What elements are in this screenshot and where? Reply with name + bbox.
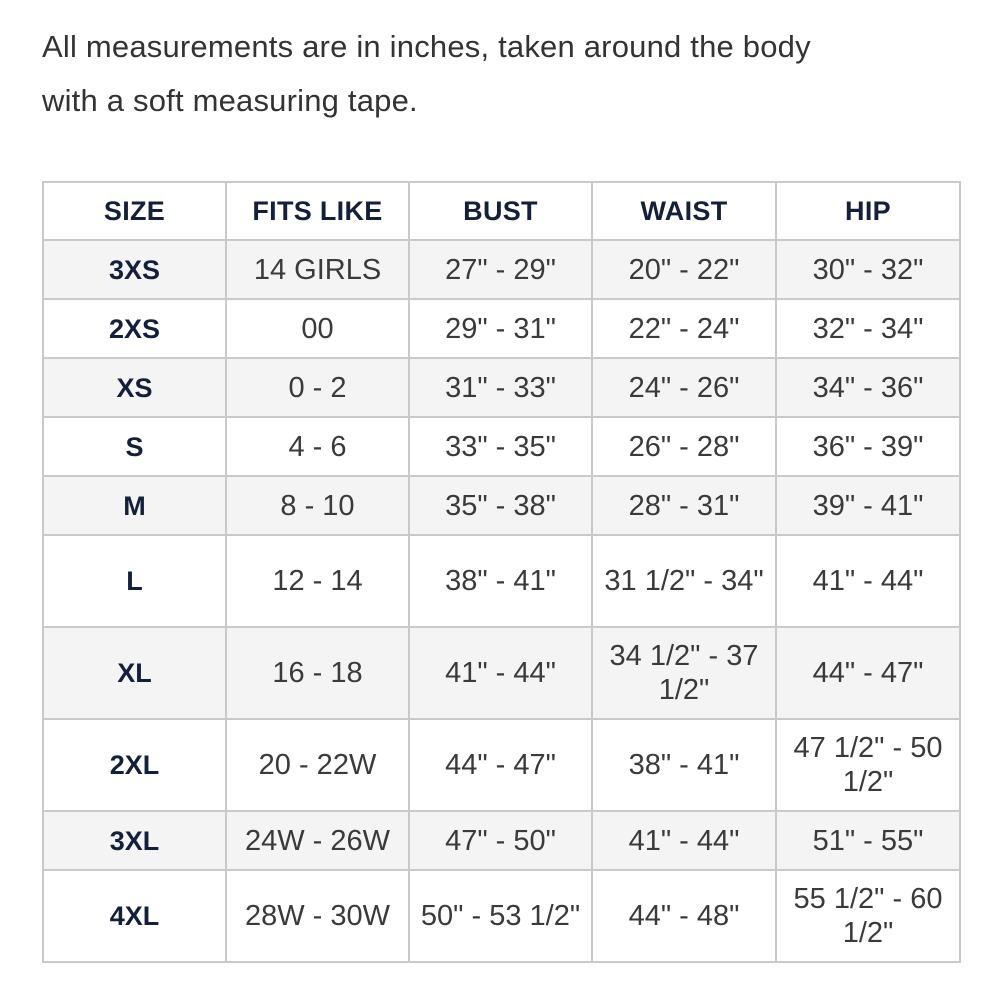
bust-cell: 31" - 33"	[409, 358, 592, 417]
hip-cell: 41" - 44"	[776, 535, 960, 627]
size-chart-table	[42, 181, 961, 963]
table-row	[43, 417, 960, 476]
header-fits-like: FITS LIKE	[226, 182, 409, 240]
table-row	[43, 476, 960, 535]
bust-cell: 33" - 35"	[409, 417, 592, 476]
waist-cell: 31 1/2" - 34"	[592, 535, 776, 627]
bust-cell: 47" - 50"	[409, 811, 592, 870]
waist-cell: 20" - 22"	[592, 240, 776, 299]
bust-cell: 27" - 29"	[409, 240, 592, 299]
bust-cell: 50" - 53 1/2"	[409, 870, 592, 962]
table-row	[43, 240, 960, 299]
table-row	[43, 811, 960, 870]
table-row	[43, 870, 960, 962]
hip-cell: 47 1/2" - 50 1/2"	[776, 719, 960, 811]
header-row	[43, 182, 960, 240]
bust-cell: 41" - 44"	[409, 627, 592, 719]
waist-cell: 28" - 31"	[592, 476, 776, 535]
fits-like-cell: 12 - 14	[226, 535, 409, 627]
intro-line-1: All measurements are in inches, taken around the body	[42, 29, 811, 64]
fits-like-cell: 16 - 18	[226, 627, 409, 719]
size-cell: L	[43, 535, 226, 627]
bust-cell: 44" - 47"	[409, 719, 592, 811]
waist-cell: 44" - 48"	[592, 870, 776, 962]
intro-text	[42, 20, 942, 128]
waist-cell: 38" - 41"	[592, 719, 776, 811]
size-cell: S	[43, 417, 226, 476]
header-waist: WAIST	[592, 182, 776, 240]
waist-cell: 22" - 24"	[592, 299, 776, 358]
hip-cell: 36" - 39"	[776, 417, 960, 476]
size-cell: M	[43, 476, 226, 535]
bust-cell: 38" - 41"	[409, 535, 592, 627]
waist-cell: 26" - 28"	[592, 417, 776, 476]
fits-like-cell: 4 - 6	[226, 417, 409, 476]
hip-cell: 51" - 55"	[776, 811, 960, 870]
fits-like-cell: 0 - 2	[226, 358, 409, 417]
size-cell: 4XL	[43, 870, 226, 962]
waist-cell: 41" - 44"	[592, 811, 776, 870]
hip-cell: 30" - 32"	[776, 240, 960, 299]
size-cell: 2XS	[43, 299, 226, 358]
hip-cell: 44" - 47"	[776, 627, 960, 719]
fits-like-cell: 28W - 30W	[226, 870, 409, 962]
intro-line-2: with a soft measuring tape.	[42, 83, 418, 118]
waist-cell: 24" - 26"	[592, 358, 776, 417]
header-hip: HIP	[776, 182, 960, 240]
fits-like-cell: 8 - 10	[226, 476, 409, 535]
hip-cell: 55 1/2" - 60 1/2"	[776, 870, 960, 962]
size-cell: XL	[43, 627, 226, 719]
fits-like-cell: 20 - 22W	[226, 719, 409, 811]
hip-cell: 34" - 36"	[776, 358, 960, 417]
fits-like-cell: 00	[226, 299, 409, 358]
hip-cell: 32" - 34"	[776, 299, 960, 358]
table-row	[43, 627, 960, 719]
size-cell: 3XS	[43, 240, 226, 299]
table-row	[43, 358, 960, 417]
fits-like-cell: 24W - 26W	[226, 811, 409, 870]
table-row	[43, 535, 960, 627]
bust-cell: 29" - 31"	[409, 299, 592, 358]
header-size: SIZE	[43, 182, 226, 240]
size-cell: XS	[43, 358, 226, 417]
size-cell: 3XL	[43, 811, 226, 870]
waist-cell: 34 1/2" - 37 1/2"	[592, 627, 776, 719]
header-bust: BUST	[409, 182, 592, 240]
hip-cell: 39" - 41"	[776, 476, 960, 535]
fits-like-cell: 14 GIRLS	[226, 240, 409, 299]
table-row	[43, 719, 960, 811]
table-row	[43, 299, 960, 358]
size-cell: 2XL	[43, 719, 226, 811]
bust-cell: 35" - 38"	[409, 476, 592, 535]
